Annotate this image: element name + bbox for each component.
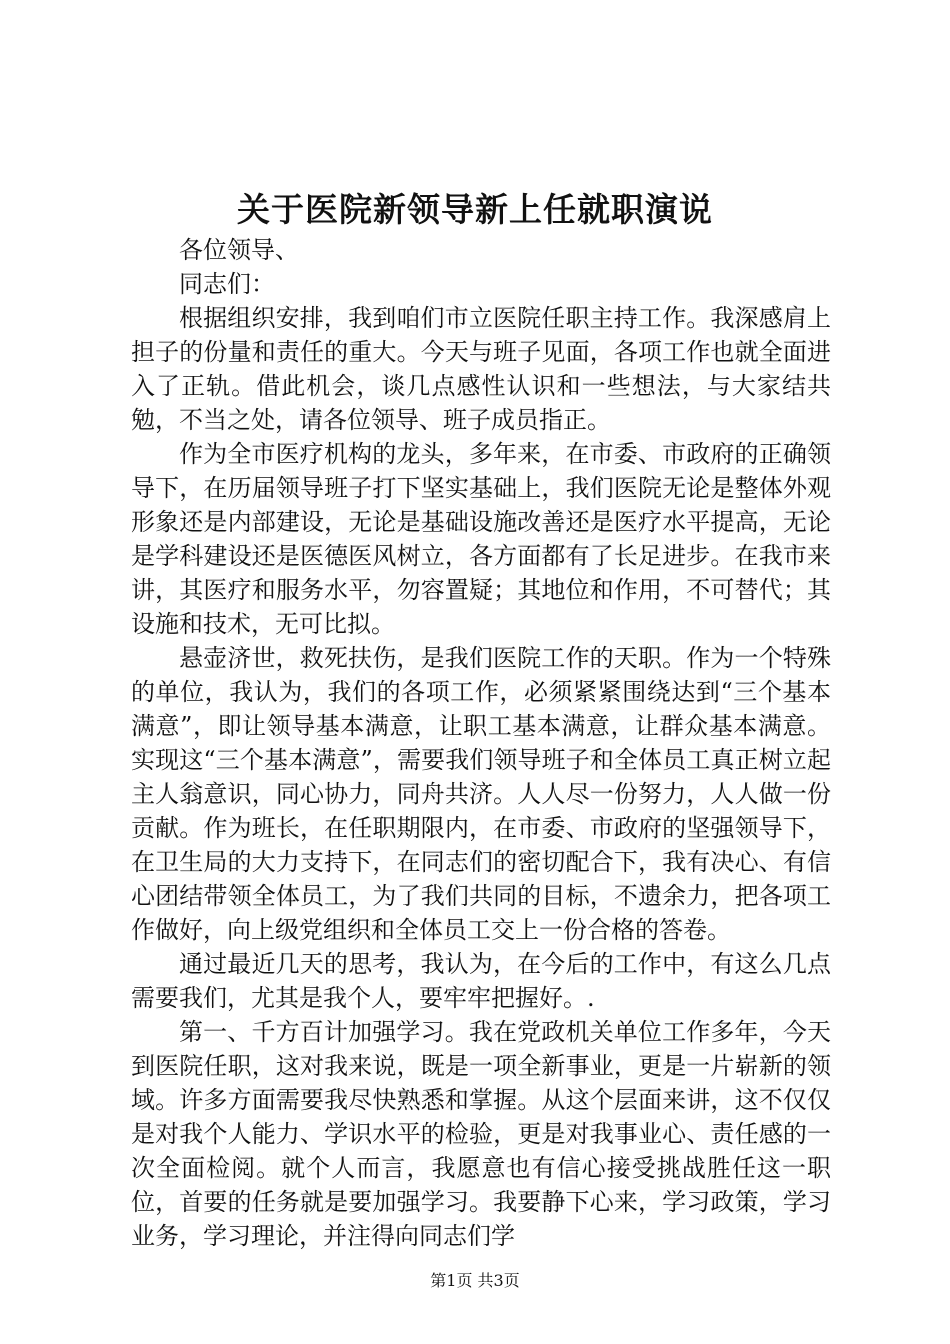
- salutation-comrades: 同志们：: [179, 270, 275, 298]
- document-title: 关于医院新领导新上任就职演说: [237, 190, 713, 229]
- document-body: [131, 233, 831, 1253]
- salutation-leaders: 各位领导、: [179, 236, 299, 264]
- page-footer: 第1页 共3页: [430, 1271, 520, 1290]
- paragraph-hospital-status: 作为全市医疗机构的龙头，多年来，在市委、市政府的正确领导下，在历届领导班子打下坚实基础上，我们医院无论是整体外观形象还是内部建设，无论是基础设施改善还是医疗水平提高，无论是学科建设还是医德医风树立，各方面都有了长足进步。在我市来讲，其医疗和服务水平，勿容置疑；其地位和作用，不可替代；其设施和技术，无可比拟。: [131, 440, 831, 638]
- paragraph-point-one: 第一、千方百计加强学习。我在党政机关单位工作多年，今天到医院任职，这对我来说，既是一项全新事业，更是一片崭新的领域。许多方面需要我尽快熟悉和掌握。从这个层面来讲，这不仅仅是对我个人能力、学识水平的检验，更是对我事业心、责任感的一次全面检阅。就个人而言，我愿意也有信心接受挑战胜任这一职位，首要的任务就是要加强学习。我要静下心来，学习政策，学习业务，学习理论，并注得向同志们学: [131, 1018, 831, 1250]
- paragraph-intro: 根据组织安排，我到咱们市立医院任职主持工作。我深感肩上担子的份量和责任的重大。今天与班子见面，各项工作也就全面进入了正轨。借此机会，谈几点感性认识和一些想法，与大家结共勉，不当之处，请各位领导、班子成员指正。: [131, 304, 831, 434]
- paragraph-reflection: 通过最近几天的思考，我认为，在今后的工作中，有这么几点需要我们，尤其是我个人，要牢牢把握好。.: [131, 950, 831, 1012]
- paragraph-mission: 悬壶济世，救死扶伤，是我们医院工作的天职。作为一个特殊的单位，我认为，我们的各项工作，必须紧紧围绕达到“三个基本满意”，即让领导基本满意，让职工基本满意，让群众基本满意。实现这“三个基本满意”，需要我们领导班子和全体员工真正树立起主人翁意识，同心协力，同舟共济。人人尽一份努力，人人做一份贡献。作为班长，在任职期限内，在市委、市政府的坚强领导下，在卫生局的大力支持下，在同志们的密切配合下，我有决心、有信心团结带领全体员工，为了我们共同的目标，不遗余力，把各项工作做好，向上级党组织和全体员工交上一份合格的答卷。: [131, 644, 831, 944]
